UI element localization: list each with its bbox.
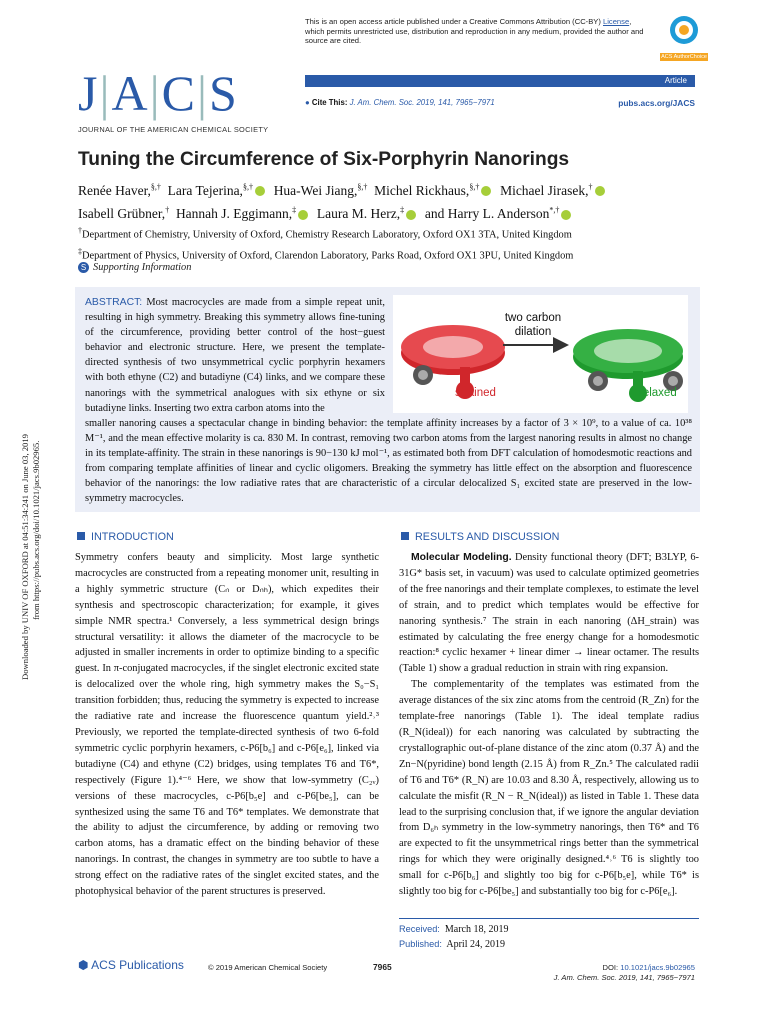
- article-title: Tuning the Circumference of Six-Porphyrin Nanorings: [78, 149, 570, 170]
- article-type-tag: Article: [664, 76, 687, 85]
- acs-publications-logo[interactable]: ⬢ ACS Publications: [78, 958, 184, 972]
- dates-block: [399, 922, 508, 952]
- license-notice: [305, 17, 645, 46]
- logo-letter-j: J: [78, 65, 100, 121]
- orcid-icon[interactable]: [406, 210, 416, 220]
- graphic-label-dilation: two carbon dilation: [504, 312, 562, 338]
- author-4[interactable]: Michel Rickhaus,§,†: [374, 183, 493, 198]
- dates-rule: [399, 918, 699, 919]
- toc-graphic: [393, 295, 688, 413]
- results-para-1: Molecular Modeling. Density functional theory (DFT; B3LYP, 6-31G* basis set, in vacuum) was used to calculate optimized geometries of the free nanorings and their template complexes, to estimate the level of strain, and to predict which templates would be effective for nanoring synthesis.⁷ The strain in each nanoring (ΔH_strain) was estimated by calculating the free energy change for a homodesmotic reaction:⁸ cyclic hexamer + linear dimer → linear octamer. The results (Table 1) show a gradual reduction in strain with ring expansion.: [399, 552, 699, 675]
- author-3[interactable]: Hua-Wei Jiang,§,†: [273, 182, 368, 198]
- page-number: 7965: [373, 962, 392, 972]
- article-type-bar: [305, 75, 695, 87]
- journal-name: JOURNAL OF THE AMERICAN CHEMICAL SOCIETY: [78, 125, 269, 134]
- footer-citation: J. Am. Chem. Soc. 2019, 141, 7965−7971: [553, 973, 695, 982]
- doi-line[interactable]: DOI: 10.1021/jacs.9b02965: [602, 963, 695, 972]
- cite-this[interactable]: [305, 98, 495, 107]
- license-text-pre: This is an open access article published under a Creative Commons Attribution (CC-BY): [305, 17, 601, 26]
- orcid-icon[interactable]: [298, 210, 308, 220]
- published-date: Published: April 24, 2019: [399, 939, 505, 950]
- logo-letter-a: A: [111, 65, 150, 121]
- affiliations: [78, 222, 698, 265]
- molecular-modeling-subheading: Molecular Modeling.: [411, 552, 512, 563]
- graphic-label-strained: strained: [455, 387, 496, 399]
- results-heading: RESULTS AND DISCUSSION: [401, 531, 559, 543]
- supporting-information-link[interactable]: S Supporting Information: [78, 262, 191, 273]
- author-1[interactable]: Renée Haver,§,†: [78, 182, 161, 198]
- results-text: [399, 550, 699, 900]
- introduction-heading: INTRODUCTION: [77, 531, 174, 543]
- copyright: © 2019 American Chemical Society: [208, 963, 328, 972]
- download-watermark: [20, 434, 42, 680]
- download-watermark-line1: Downloaded by UNIV OF OXFORD at 04:51:34:241 on June 03, 2019: [20, 434, 30, 680]
- abstract-text-1: Most macrocycles are made from a simple repeat unit, resulting in high symmetry. Breaking this symmetry allows fine-tuning of the circumference, providing better control of the host−guest behavior and electronic structure. Here, we present the template-directed synthesis of two unsymmetrical cyclic porphyrin hexamers with both ethyne (C2) and butadiyne (C4) links, and we compare these nanorings with the symmetrical analogues with six ethyne or six butadiyne links. Inserting two extra carbon atoms into the: [85, 297, 385, 414]
- journal-logo: J|A|C|S: [78, 65, 239, 121]
- section-marker-icon: [77, 532, 85, 540]
- affiliation-2: ‡Department of Physics, University of Oxford, Clarendon Laboratory, Parks Road, Oxford OX1 3PU, United Kingdom: [78, 247, 574, 262]
- journal-url-link[interactable]: pubs.acs.org/JACS: [618, 98, 695, 108]
- author-7[interactable]: Hannah J. Eggimann,‡: [176, 206, 310, 221]
- author-5[interactable]: Michael Jirasek,†: [500, 183, 606, 198]
- introduction-text: Symmetry confers beauty and simplicity. Most large synthetic macrocycles are constructed from a repeating monomer unit, resulting in a highly symmetric structure (Cₙ or Dₙₕ), which expedites their synthesis and spectroscopic characterization; for example, it gives simple NMR spectra.¹ Conversely, a less symmetrical design brings structural versatility: it allows the diameter of the macrocycle to be adjusted in smaller increments in order to optimize binding to a specific guest. In π-conjugated macrocycles, if the singlet electronic excited state is delocalized over the whole ring, high symmetry makes the S₀−S₁ transition forbidden; thus, reducing the symmetry is expected to increase the radiative rate and increase the fluorescence quantum yield.²˒³ Previously, we reported the template-directed synthesis of two 6-fold symmetric cyclic porphyrin hexamers, c-P6[b₆] and c-P6[e₆], linked via butadiyne (C4) and ethyne (C2) bridges, using templates T6 and T6*, respectively (Figure 1).⁴⁻⁶ Here, we show that low-symmetry (C₂ᵥ) versions of these macrocycles, c-P6[b₅e] and c-P6[be₅], can be synthesized using the same T6 and T6* templates. We demonstrate that the ability to adjust the circumference, by adding or removing two carbon atoms, has a dramatic effect on the binding behavior of these nanorings. In contrast, the changes in symmetry are too subtle to have a strong effect on the radiative rates of the singlet excited states, and the photophysical behavior of the parent structures is preserved.: [75, 552, 379, 898]
- orcid-icon[interactable]: [481, 186, 491, 196]
- abstract-label: ABSTRACT:: [85, 297, 143, 308]
- abstract-text-2: smaller nanoring causes a spectacular change in binding behavior: the template affinity increases by a factor of 3 × 10⁹, to a value of ca. 10³⁸ M⁻¹, and the mean effective molarity is ca. 830 M. In contrast, removing two carbon atoms from the largest nanoring results in almost no change in its template-affinity. The strain in these nanorings is 90−130 kJ mol⁻¹, as estimated both from DFT calculation of homodesmotic reactions and from comparing template affinities of linear and cyclic oligomers. Breaking the symmetry has little effect on the absorption and fluorescence behavior of the nanorings: the low radiative rates that are characteristic of a circular delocalized S₁ excited state are preserved in the low-symmetry macrocycles.: [85, 418, 692, 505]
- graphic-label-relaxed: relaxed: [639, 387, 677, 399]
- download-watermark-line2: from https://pubs.acs.org/doi/10.1021/jacs.9b02965.: [31, 440, 41, 620]
- license-link[interactable]: License: [603, 17, 630, 26]
- supporting-info-icon: S: [78, 262, 89, 273]
- logo-letter-c: C: [161, 65, 197, 121]
- abstract-part1: [85, 295, 385, 416]
- results-para-2: The complementarity of the templates was estimated from the average distances of the six zinc atoms from the centroid (R_Zn) for the template-free nanorings (Table 1). The ideal template radius (R_N(ideal)) for each nanoring was calculated by subtracting the crystallographic out-of-plane distance of the zinc atom (0.37 Å) and the Zn−N(pyridine) bond length (2.15 Å) from R_Zn.⁵ The calculated radii of T6 and T6* (R_N) are 10.03 and 8.30 Å, respectively, allowing us to calculate the misfit (R_N − R_N(ideal)) as listed in Table 1. These data lead to the surprising conclusion that, if we ignore the angular deviation from D₆ₕ symmetry in the low-symmetry nanorings, then T6* and T6 are expected to fit the unsymmetrical rings better than the symmetrical rings for which they were originally designed.⁴˒⁶ T6 is slightly too small for c-P6[b₆] and slightly too big for c-P6[b₅e], while T6* is slightly too big for c-P6[be₅] and substantially too big for c-P6[e₆].: [399, 679, 699, 898]
- orcid-icon[interactable]: [595, 186, 605, 196]
- open-access-icon: [660, 14, 708, 48]
- author-list: [78, 177, 698, 224]
- acs-hexagon-icon: ⬢: [78, 958, 89, 972]
- orcid-icon[interactable]: [255, 186, 265, 196]
- cite-label: Cite This:: [311, 98, 348, 107]
- cite-icon: ●: [305, 98, 310, 107]
- author-8[interactable]: Laura M. Herz,‡: [317, 206, 418, 221]
- license-text-post: , which permits unrestricted use, distribution and reproduction in any medium, provided the author and source are cited.: [305, 17, 644, 46]
- author-2[interactable]: Lara Tejerina,§,†: [168, 183, 267, 198]
- author-9[interactable]: and Harry L. Anderson*,†: [425, 206, 573, 221]
- badge-label: ACS AuthorChoice: [661, 54, 707, 60]
- affiliation-1: †Department of Chemistry, University of Oxford, Chemistry Research Laboratory, Oxford OX1 3TA, United Kingdom: [78, 226, 572, 241]
- orcid-icon[interactable]: [561, 210, 571, 220]
- received-date: Received: March 18, 2019: [399, 924, 509, 935]
- acs-authorchoice-badge[interactable]: [660, 14, 708, 58]
- cite-text: J. Am. Chem. Soc. 2019, 141, 7965−7971: [349, 98, 495, 107]
- author-6[interactable]: Isabell Grübner,†: [78, 205, 170, 221]
- section-marker-icon: [401, 532, 409, 540]
- doi-block: [554, 963, 695, 983]
- logo-letter-s: S: [208, 65, 239, 121]
